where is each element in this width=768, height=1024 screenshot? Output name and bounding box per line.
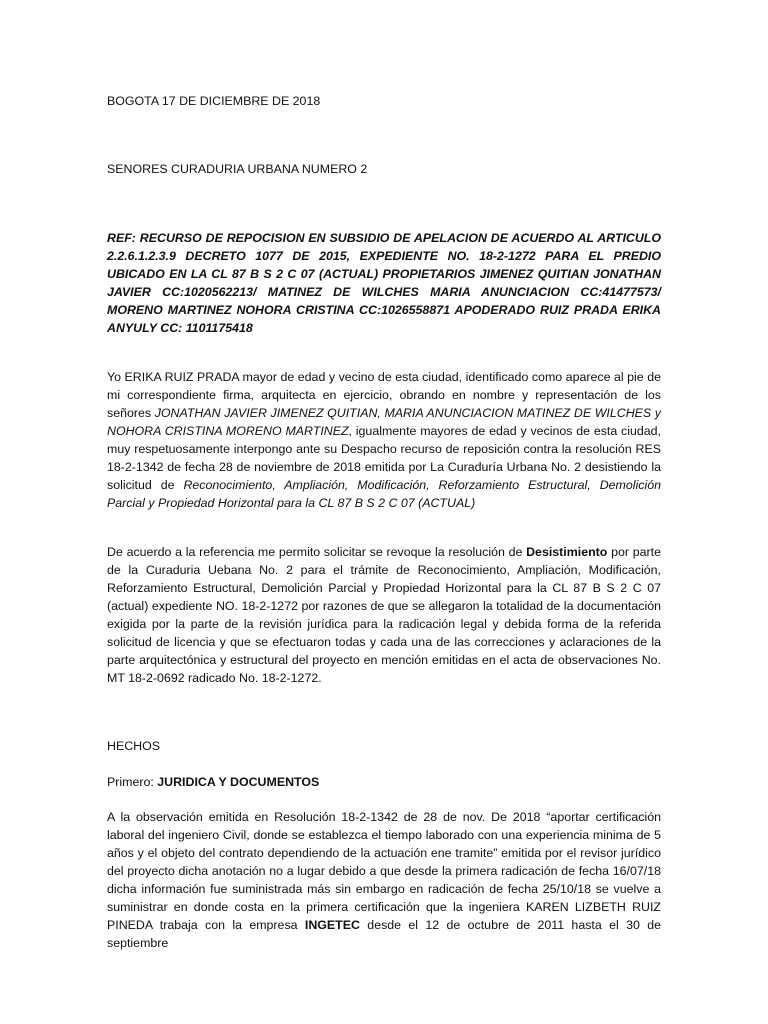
date-line: BOGOTA 17 DE DICIEMBRE DE 2018 — [107, 94, 321, 108]
intro-text-1: Yo ERIKA RUIZ PRADA mayor de edad y vecino de esta ciudad, identificado como aparece al pie de mi correspondiente firma, arquitecta en ejercicio, obrando en nombre y representación de los señores — [107, 370, 661, 420]
request-text-1: De acuerdo a la referencia me permito solicitar se revoque la resolución de — [107, 545, 527, 559]
subsection-title: JURIDICA Y DOCUMENTOS — [157, 775, 320, 789]
observation-text-2: desde el 12 de octubre de 2011 hasta el 30 de septiembre — [107, 918, 661, 950]
owner-names: JONATHAN JAVIER JIMENEZ QUITIAN, MARIA ANUNCIACION MATINEZ DE WILCHES y NOHORA CRISTINA MORENO MARTINEZ — [107, 406, 661, 438]
company-name: INGETEC — [304, 918, 360, 932]
intro-paragraph — [107, 368, 661, 512]
subsection-heading — [107, 773, 661, 791]
procedure-description: Reconocimiento, Ampliación, Modificación, Reforzamiento Estructural, Demolición Parcial y Propiedad Horizontal para la CL 87 B S 2 C 07 (ACTUAL) — [107, 478, 661, 510]
request-paragraph — [107, 543, 661, 687]
reference-paragraph: REF: RECURSO DE REPOCISION EN SUBSIDIO DE APELACION DE ACUERDO AL ARTICULO 2.2.6.1.2.3.9 DECRETO 1077 DE 2015, EXPEDIENTE NO. 18-2-1272 PARA EL PREDIO UBICADO EN LA CL 87 B S 2 C 07 (ACTUAL) PROPIETARIOS JIMENEZ QUITIAN JONATHAN JAVIER CC:1020562213/ MATINEZ DE WILCHES MARIA ANUNCIACION CC:41477573/ MORENO MARTINEZ NOHORA CRISTINA CC:1026558871 APODERADO RUIZ PRADA ERIKA ANYULY CC: 1101175418 — [107, 231, 661, 335]
observation-text-1: A la observación emitida en Resolución 18-2-1342 de 28 de nov. De 2018 “aportar certificación laboral del ingeniero Civil, donde se establezca el tiempo laborado con una experiencia minima de 5 años y el objeto del contrato dependiendo de la actuación ene tramite” emitida por el revisor jurídico del proyecto dicha anotación no a lugar debido a que desde la primera radicación de fecha 16/07/18 dicha información fue suministrada más sin embargo en radicación de fecha 25/10/18 se vuelve a suministrar en donde costa en la primera certificación que la ingeniera KAREN LIZBETH RUIZ PINEDA trabaja con la empresa — [107, 810, 661, 932]
desistimiento-term: Desistimiento — [526, 545, 608, 559]
recipient-line: SENORES CURADURIA URBANA NUMERO 2 — [107, 162, 368, 176]
subsection-label: Primero: — [107, 775, 158, 789]
request-text-2: por parte de la Curaduria Uebana No. 2 para el trámite de Reconocimiento, Ampliación, Modificación, Reforzamiento Estructural, Demolición Parcial y Propiedad Horizontal para la CL 87 B S 2 C 07 (actual) expediente NO. 18-2-1272 por razones de que se allegaron la totalidad de la documentación exigida por la parte de la revisión jurídica para la radicación legal y debida forma de la referida solicitud de licencia y que se efectuaron todas y cada una de las correcciones y aclaraciones de la parte arquitectónica y estructural del proyecto en mención emitidas en el acta de observaciones No. MT 18-2-0692 radicado No. 18-2-1272. — [107, 545, 661, 685]
observation-paragraph — [107, 808, 661, 952]
intro-text-2: , igualmente mayores de edad y vecinos de esta ciudad, muy respetuosamente interpongo ante su Despacho recurso de reposición contra la resolución RES 18-2-1342 de fecha 28 de noviembre de 2018 emitida por La Curaduría Urbana No. 2 desistiendo la solicitud de — [107, 424, 661, 492]
section-heading-hechos: HECHOS — [107, 739, 161, 753]
